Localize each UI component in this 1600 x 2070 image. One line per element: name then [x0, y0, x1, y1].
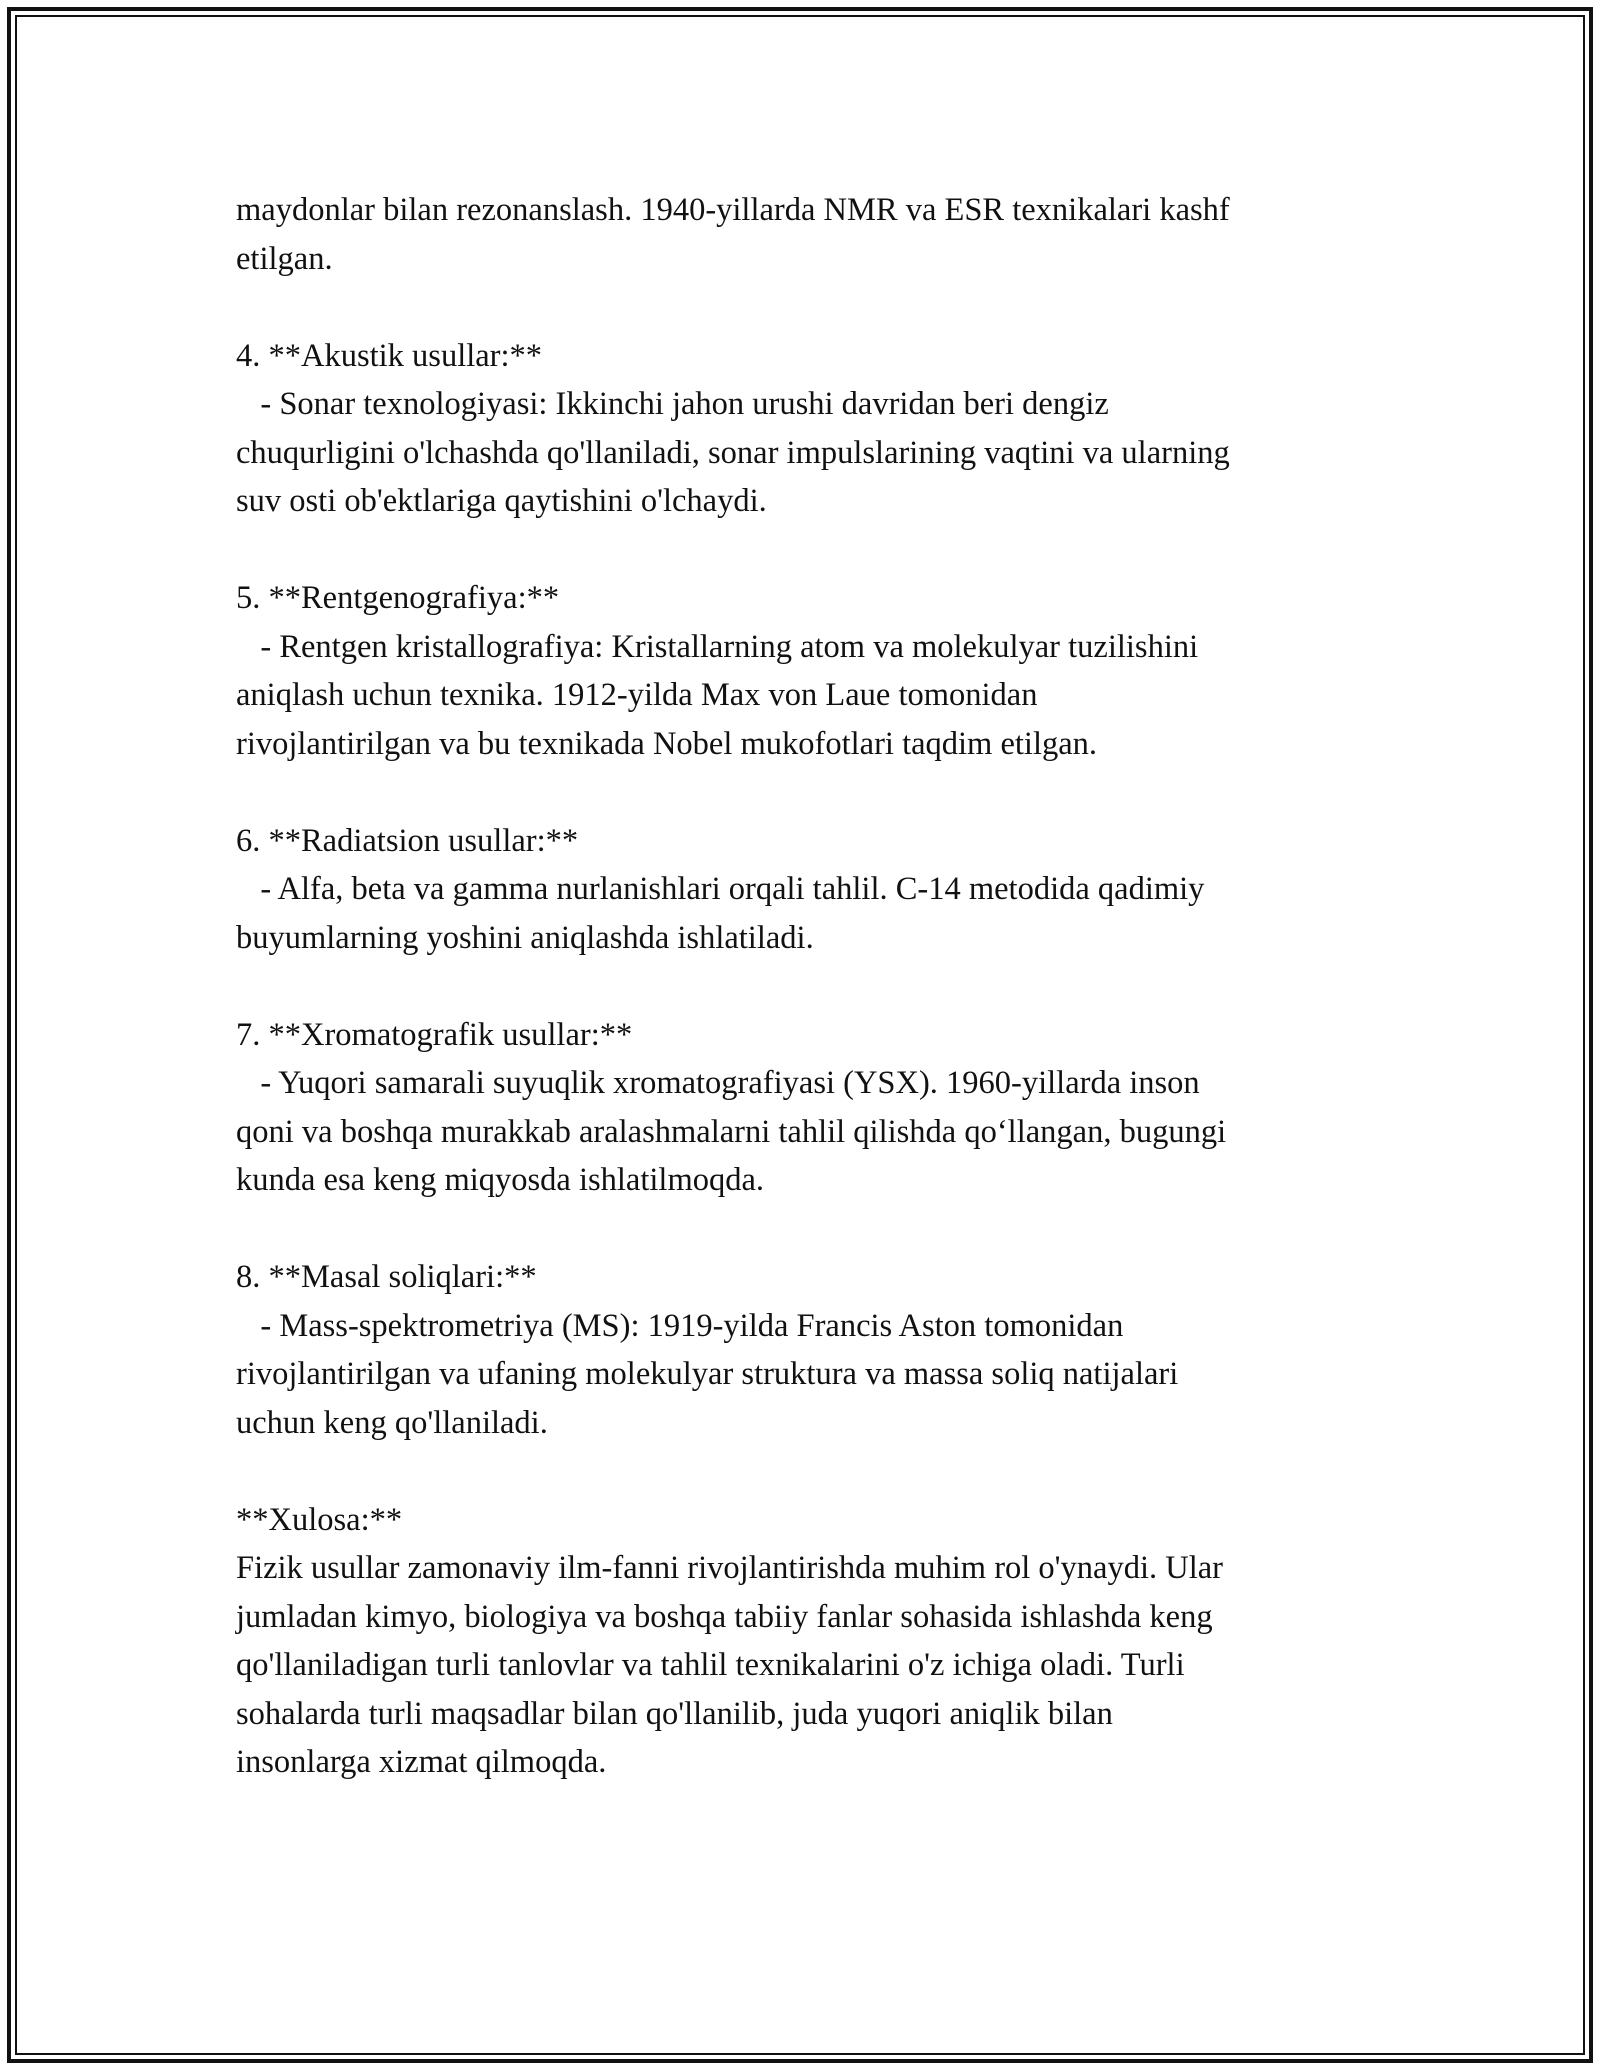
text-line: jumladan kimyo, biologiya va boshqa tabiiy fanlar sohasida ishlashda keng: [236, 1598, 1213, 1635]
text-line: insonlarga xizmat qilmoqda.: [236, 1744, 607, 1780]
text-line: rivojlantirilgan va ufaning molekulyar struktura va massa soliq natijalari: [236, 1356, 1179, 1392]
text-line: - Mass-spektrometriya (MS): 1919-yilda Francis Aston tomonidan: [236, 1307, 1124, 1344]
text-line: uchun keng qo'llaniladi.: [236, 1404, 548, 1441]
section-heading: 6. **Radiatsion usullar:**: [236, 822, 579, 859]
section-heading: 7. **Xromatografik usullar:**: [236, 1016, 633, 1053]
text-line: rivojlantirilgan va bu texnikada Nobel mukofotlari taqdim etilgan.: [236, 725, 1098, 762]
text-line: - Yuqori samarali suyuqlik xromatografiyasi (YSX). 1960-yillarda inson: [236, 1065, 1200, 1101]
text-line: qo'llaniladigan turli tanlovlar va tahlil texnikalarini o'z ichiga oladi. Turli: [236, 1647, 1185, 1683]
text-line: aniqlash uchun texnika. 1912-yilda Max von Laue tomonidan: [236, 677, 1038, 713]
text-line: - Alfa, beta va gamma nurlanishlari orqali tahlil. C-14 metodida qadimiy: [236, 871, 1205, 907]
paragraph-resonance-continuation: [236, 186, 1366, 283]
text-line: kunda esa keng miqyosda ishlatilmoqda.: [236, 1162, 765, 1198]
text-line: chuqurligini o'lchashda qo'llaniladi, sonar impulslarining vaqtini va ularning: [236, 434, 1230, 471]
text-line: maydonlar bilan rezonanslash. 1940-yillarda NMR va ESR texnikalari kashf: [236, 192, 1230, 228]
section-radiography: [236, 574, 1366, 768]
section-chromatographic-methods: [236, 1011, 1366, 1205]
section-mass-spectrometry: [236, 1253, 1366, 1447]
section-heading: 5. **Rentgenografiya:**: [236, 580, 560, 616]
text-line: - Sonar texnologiyasi: Ikkinchi jahon urushi davridan beri dengiz: [236, 386, 1109, 422]
text-line: suv osti ob'ektlariga qaytishini o'lchaydi.: [236, 483, 767, 519]
text-line: buyumlarning yoshini aniqlashda ishlatiladi.: [236, 919, 814, 956]
section-conclusion: [236, 1496, 1366, 1787]
text-line: etilgan.: [236, 240, 333, 277]
text-line: qoni va boshqa murakkab aralashmalarni tahlil qilishda qo‘llangan, bugungi: [236, 1113, 1227, 1150]
document-body: [236, 186, 1366, 1835]
text-line: Fizik usullar zamonaviy ilm-fanni rivojlantirishda muhim rol o'ynaydi. Ular: [236, 1550, 1223, 1586]
section-heading: 4. **Akustik usullar:**: [236, 337, 543, 374]
section-acoustic-methods: [236, 332, 1366, 526]
section-heading: 8. **Masal soliqlari:**: [236, 1259, 537, 1295]
text-line: sohalarda turli maqsadlar bilan qo'llanilib, juda yuqori aniqlik bilan: [236, 1695, 1113, 1732]
text-line: - Rentgen kristallografiya: Kristallarning atom va molekulyar tuzilishini: [236, 628, 1199, 665]
section-radiation-methods: [236, 817, 1366, 963]
section-heading: **Xulosa:**: [236, 1501, 403, 1538]
